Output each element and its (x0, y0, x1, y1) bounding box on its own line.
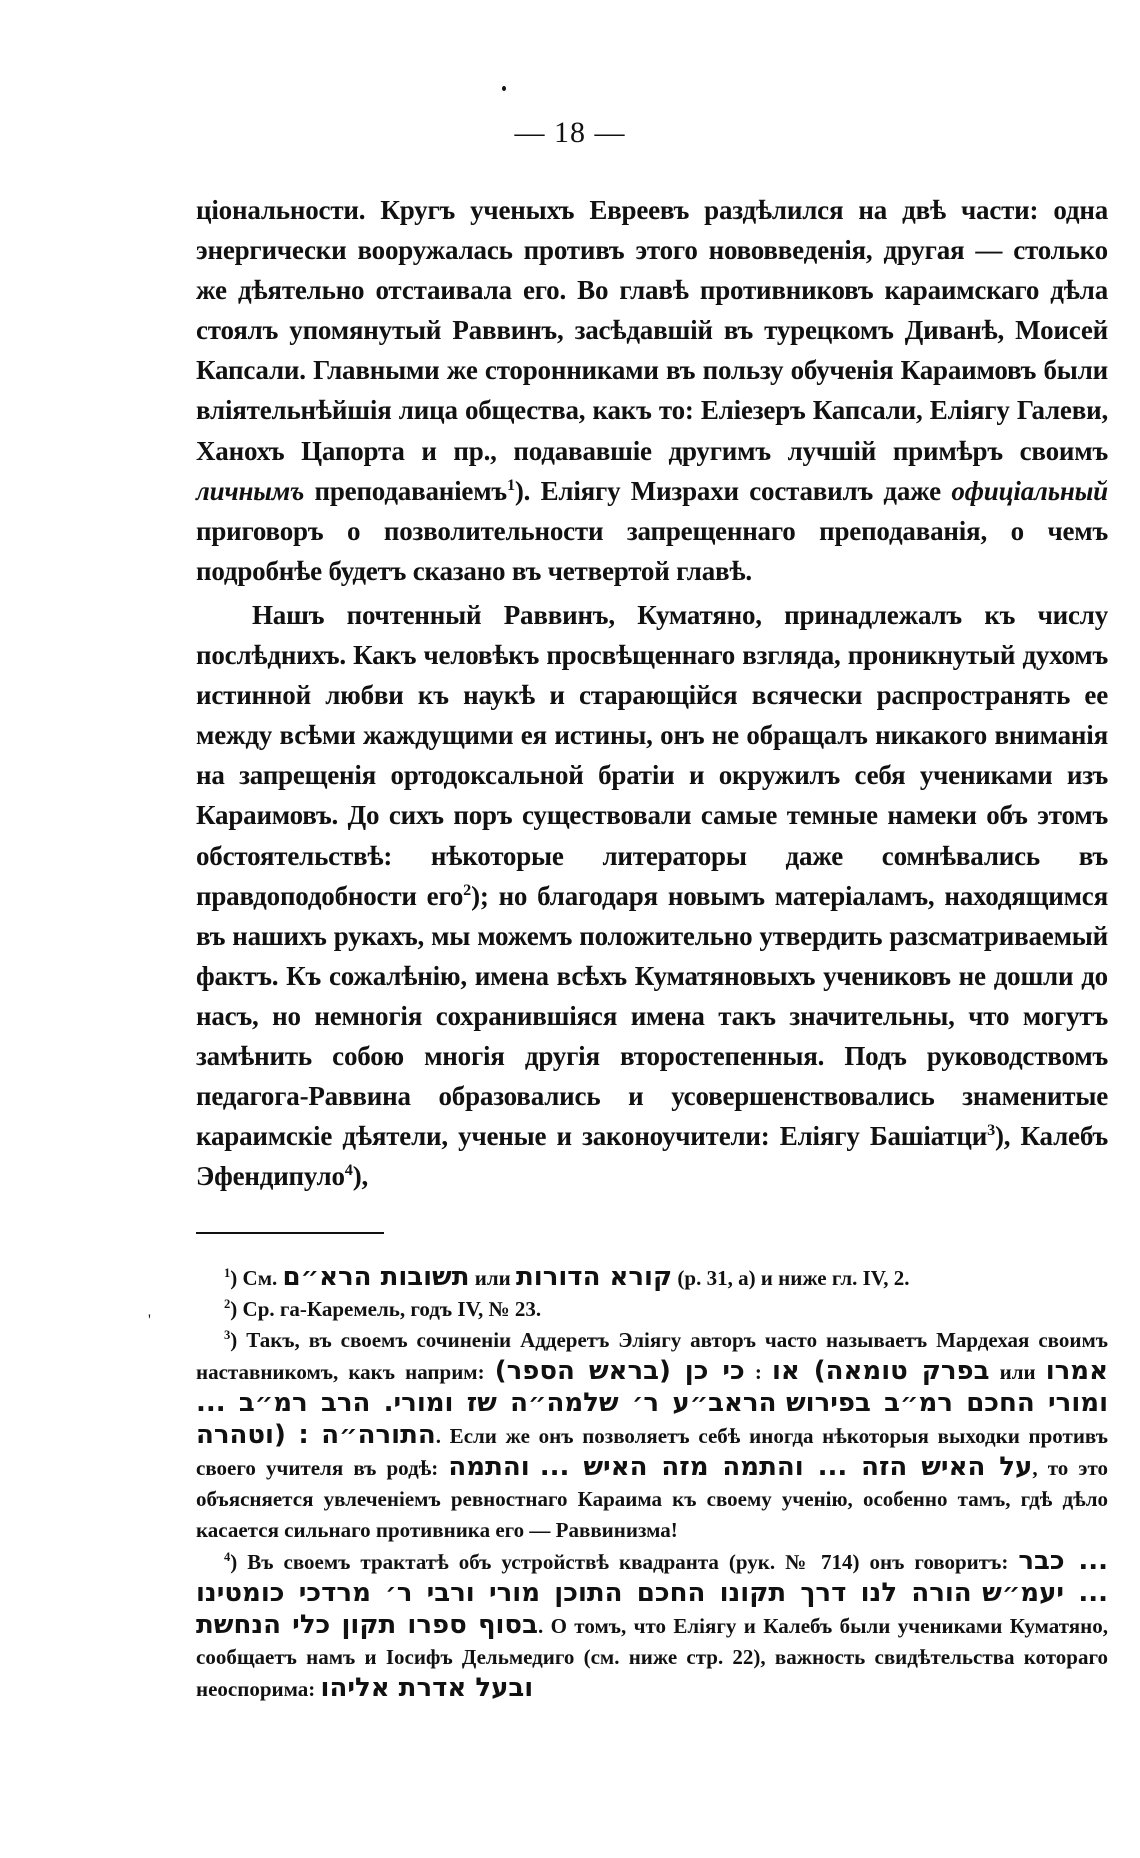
footnote-3-hebrew-4: ומורי החכם רמ״ב בפירוש התורה״ה : (וטהרה (196, 1388, 1108, 1450)
paragraph-2-text-d: ), (352, 1161, 369, 1192)
footnote-3-text-a: ) Такъ, въ своемъ сочиненіи Аддеретъ Эліягу авторъ часто называетъ Мардехая своимъ наставникомъ, какъ наприм: (196, 1328, 1108, 1384)
footnote-1-text-b: или (474, 1266, 511, 1290)
paragraph-1-text-c: ). Еліягу Мизрахи составилъ даже (514, 475, 941, 506)
footnote-4-text-a: ) Въ своемъ трактатѣ объ устройствѣ квадранта (рук. № 714) онъ говоритъ: (230, 1550, 1009, 1574)
footnote-1-hebrew-1: תשובות הרא״ם (282, 1262, 470, 1292)
footnote-3-hebrew-5: והתמה (448, 1452, 530, 1482)
footnote-4-mark: 4 (224, 1550, 231, 1564)
paragraph-2-text-c: ), Калебъ Эфендипуло (196, 1121, 1108, 1192)
footnote-3-text-d: . Если же онъ позволяетъ себѣ иногда нѣкоторыя выходки противъ своего учителя въ родѣ: (196, 1424, 1108, 1480)
footnote-3 (196, 1325, 1108, 1546)
footnote-2-mark: 2 (224, 1297, 231, 1311)
footnote-4-hebrew-1: ... כבר הורה לנו דרך תקונו החכם התוכן מורי ורבי ר׳ מרדכי כומטינו (196, 1546, 1109, 1608)
footnote-4-hebrew-2: ... יעמ״ש בסוף ספרו תקון כלי הנחשת (196, 1578, 1108, 1640)
body-text (196, 190, 1108, 1196)
paragraph-1 (196, 190, 1108, 591)
footnote-2 (196, 1294, 1108, 1325)
footnote-separator (196, 1232, 384, 1234)
footnote-1-text-a: ) См. (230, 1266, 278, 1290)
emphasis-lichnym: личнымъ (196, 475, 305, 506)
paragraph-1-text-b: преподаваніемъ (314, 475, 507, 506)
footnote-ref-3[interactable]: 3 (987, 1121, 995, 1140)
stray-mark: ' (148, 1312, 151, 1329)
footnote-1 (196, 1262, 1108, 1294)
footnote-3-text-e: , то это объясняется увлеченіемъ ревностнаго Караима къ своему ученію, особенно тамъ, гдѣ дѣло касается сильнаго противника его — Раввинизма! (196, 1456, 1108, 1542)
footnote-4 (196, 1546, 1108, 1705)
footnote-3-text-b: : (754, 1360, 762, 1384)
footnote-3-mark: 3 (224, 1328, 231, 1342)
footnotes (196, 1262, 1108, 1705)
paragraph-1-text-d: приговоръ о позволительности запрещеннаго преподаванія, о чемъ подробнѣе будетъ сказано въ четвертой главѣ. (196, 515, 1108, 586)
footnote-ref-2[interactable]: 2 (463, 880, 472, 899)
footnote-3-hebrew-2: בפרק טומאה) או (771, 1356, 990, 1386)
printer-dot-mark (502, 86, 506, 91)
paragraph-1-text-a: ціональности. Кругъ ученыхъ Евреевъ раздѣлился на двѣ части: одна энергически вооружалась противъ этого нововведенія, другая — столько же дѣятельно отстаивала его. Во главѣ противниковъ караимскаго дѣла стоялъ упомянутый Раввинъ, засѣдавшій въ турецкомъ Диванѣ, Моисей Капсали. Главными же сторонниками въ пользу обученія Караимовъ были вліятельнѣйшія лица общества, какъ то: Еліезеръ Капсали, Еліягу Галеви, Ханохъ Цапорта и пр., подававшіе другимъ лучшій примѣръ своимъ (196, 195, 1108, 466)
footnote-ref-4[interactable]: 4 (344, 1161, 353, 1180)
page-number: — 18 — (514, 116, 626, 149)
footnote-3-hebrew-1: כי כן (בראש הספר) (494, 1356, 745, 1386)
footnote-3-text-c: или (999, 1360, 1036, 1384)
paragraph-2-text-b: ); но благодаря новымъ матеріаламъ, находящимся въ нашихъ рукахъ, мы можемъ положительно утвердить разсматриваемый фактъ. Къ сожалѣнію, имена всѣхъ Куматяновыхъ учениковъ не дошли до насъ, но немногія сохранившіяся имена такъ значительны, что могутъ замѣнить собою многія другія второстепенныя. Подъ руководствомъ педагога-Раввина образовались и усовершенствовались знаменитые караимскіе дѣятели, ученые и законоучители: Еліягу Башіатци (196, 880, 1109, 1152)
paragraph-2-text-a: Нашъ почтенный Раввинъ, Куматяно, принадлежалъ къ числу послѣднихъ. Какъ человѣкъ просвѣщеннаго взгляда, проникнутый духомъ истинной любви къ наукѣ и старающійся всячески распространять ее между всѣми жаждущими ея истины, онъ не обращалъ никакого вниманія на запрещенія ортодоксальной братіи и окружилъ себя учениками изъ Караимовъ. До сихъ поръ существовали самые темные намеки объ этомъ обстоятельствѣ: нѣкоторые литераторы даже сомнѣвались въ правдоподобности его (196, 599, 1108, 911)
footnote-1-hebrew-2: קורא הדורות (516, 1262, 673, 1292)
footnote-1-mark: 1 (224, 1266, 231, 1280)
footnote-4-text-b: . О томъ, что Еліягу и Калебъ были учениками Куматяно, сообщаетъ намъ и Іосифъ Дельмедиго (см. ниже стр. 22), важность свидѣтельства котораго неоспорима: (196, 1614, 1109, 1701)
emphasis-oficialny: офиціальный (951, 475, 1108, 506)
paragraph-2 (196, 595, 1108, 1196)
footnote-1-text-c: (р. 31, а) и ниже гл. IV, 2. (677, 1266, 910, 1290)
footnote-ref-1[interactable]: 1 (506, 475, 515, 494)
footnote-3-hebrew-6: על האיש הזה ... והתמה מזה האיש ... (539, 1452, 1033, 1482)
footnote-2-text: ) Ср. га-Каремель, годъ IV, № 23. (230, 1297, 542, 1321)
footnote-4-hebrew-3: ובעל אדרת אליהו (320, 1673, 534, 1703)
footnote-3-hebrew-3: אמרו הראב״ע ר׳ שלמה״ה שז ומורי. הרב רמ״ב ... (196, 1356, 1109, 1418)
